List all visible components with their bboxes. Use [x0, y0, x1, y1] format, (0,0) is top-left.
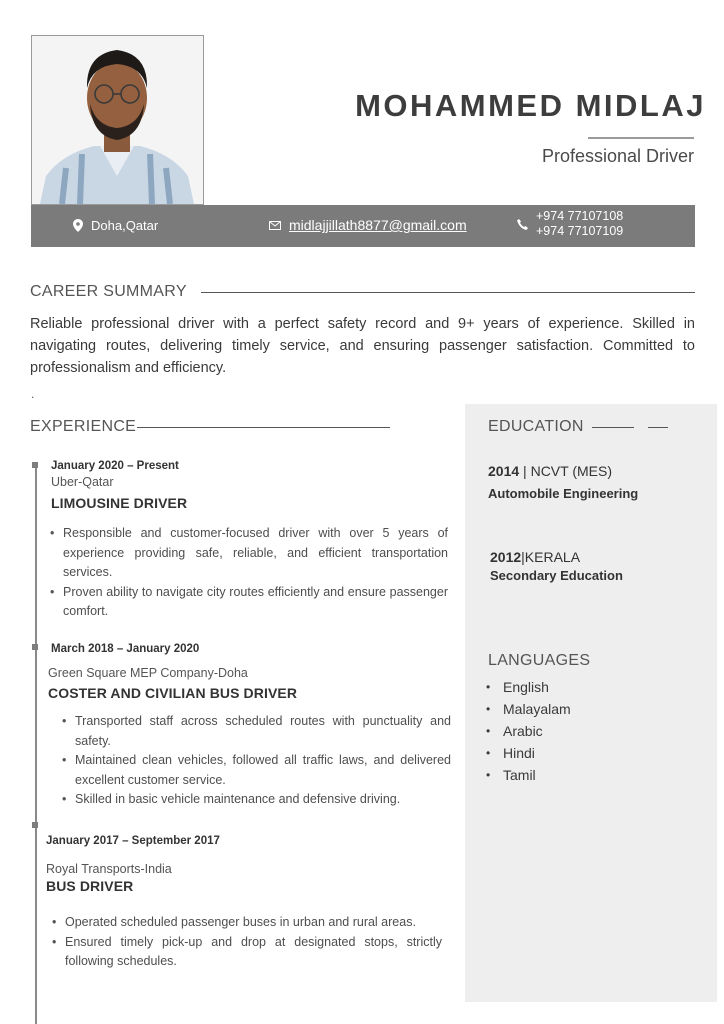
contact-bar	[31, 205, 695, 247]
education-year: 2012	[490, 549, 522, 565]
mail-icon	[269, 221, 281, 230]
job-bullets	[50, 524, 448, 622]
language-item: • Hindi	[486, 742, 571, 764]
career-summary-heading: CAREER SUMMARY	[30, 283, 187, 300]
profile-photo	[31, 35, 204, 205]
language-item: • Arabic	[486, 720, 571, 742]
language-item: • Tamil	[486, 764, 571, 786]
location-text: Doha,Qatar	[91, 218, 159, 233]
timeline-marker	[32, 644, 38, 650]
phone-number-1: +974 77107108	[536, 209, 624, 223]
timeline-line	[35, 462, 37, 1024]
location-pin-icon	[73, 219, 83, 232]
education-name: Automobile Engineering	[488, 486, 639, 501]
contact-email[interactable]	[269, 217, 467, 233]
stray-mark: .	[31, 387, 35, 401]
education-separator: |	[519, 463, 531, 479]
education-name: Secondary Education	[490, 568, 623, 583]
phone-icon	[517, 219, 528, 230]
title-divider	[588, 137, 694, 139]
job-company: Green Square MEP Company-Doha	[48, 666, 248, 680]
job-bullets	[62, 712, 451, 810]
education-year: 2014	[488, 463, 520, 479]
job-role: COSTER AND CIVILIAN BUS DRIVER	[48, 685, 298, 701]
contact-phone	[517, 209, 623, 239]
education-year-line	[488, 463, 612, 479]
list-item: • Responsible and customer-focused driver with over 5 years of experience providing safe, reliable, and efficient transportation services.	[50, 524, 448, 583]
job-date: January 2020 – Present	[51, 460, 179, 472]
experience-rule	[137, 427, 390, 428]
job-date: January 2017 – September 2017	[46, 835, 220, 847]
email-link[interactable]: midlajjillath8877@gmail.com	[289, 217, 467, 233]
education-rule-short	[648, 427, 668, 428]
list-item: • Transported staff across scheduled routes with punctuality and safety.	[62, 712, 451, 751]
education-board: KERALA	[524, 549, 581, 565]
education-board: NCVT (MES)	[530, 463, 612, 479]
contact-location	[73, 218, 158, 233]
education-heading: EDUCATION	[488, 418, 584, 435]
list-item: • Skilled in basic vehicle maintenance and defensive driving.	[62, 790, 451, 810]
job-date: March 2018 – January 2020	[51, 643, 200, 655]
list-item: • Ensured timely pick-up and drop at designated stops, strictly following schedules.	[52, 933, 442, 972]
list-item: • Maintained clean vehicles, followed all traffic laws, and delivered excellent customer service.	[62, 751, 451, 790]
career-summary-rule	[201, 292, 695, 293]
job-title: Professional Driver	[541, 146, 694, 166]
job-role: LIMOUSINE DRIVER	[51, 495, 188, 511]
languages-list	[486, 676, 571, 786]
candidate-name: MOHAMMED MIDLAJ	[355, 88, 706, 123]
language-item: • Malayalam	[486, 698, 571, 720]
education-year-line	[490, 549, 580, 565]
education-separator: |	[521, 549, 525, 565]
language-item: • English	[486, 676, 571, 698]
experience-heading: EXPERIENCE	[30, 418, 137, 435]
person-portrait-image	[32, 36, 203, 204]
education-rule	[592, 427, 634, 428]
job-company: Royal Transports-India	[46, 862, 172, 876]
job-bullets	[52, 913, 442, 972]
timeline-marker	[32, 462, 38, 468]
list-item: • Operated scheduled passenger buses in urban and rural areas.	[52, 913, 442, 933]
job-role: BUS DRIVER	[46, 878, 134, 894]
languages-heading: LANGUAGES	[488, 652, 591, 669]
job-company: Uber-Qatar	[51, 475, 114, 489]
timeline-marker	[32, 822, 38, 828]
list-item: • Proven ability to navigate city routes efficiently and ensure passenger comfort.	[50, 583, 448, 622]
phone-number-2: +974 77107109	[536, 224, 624, 238]
career-summary-text: Reliable professional driver with a perfect safety record and 9+ years of experience. Skilled in navigating routes, delivering timely service, and ensuring passenger satisfaction. Committed to professionalism and efficiency.	[30, 316, 695, 376]
